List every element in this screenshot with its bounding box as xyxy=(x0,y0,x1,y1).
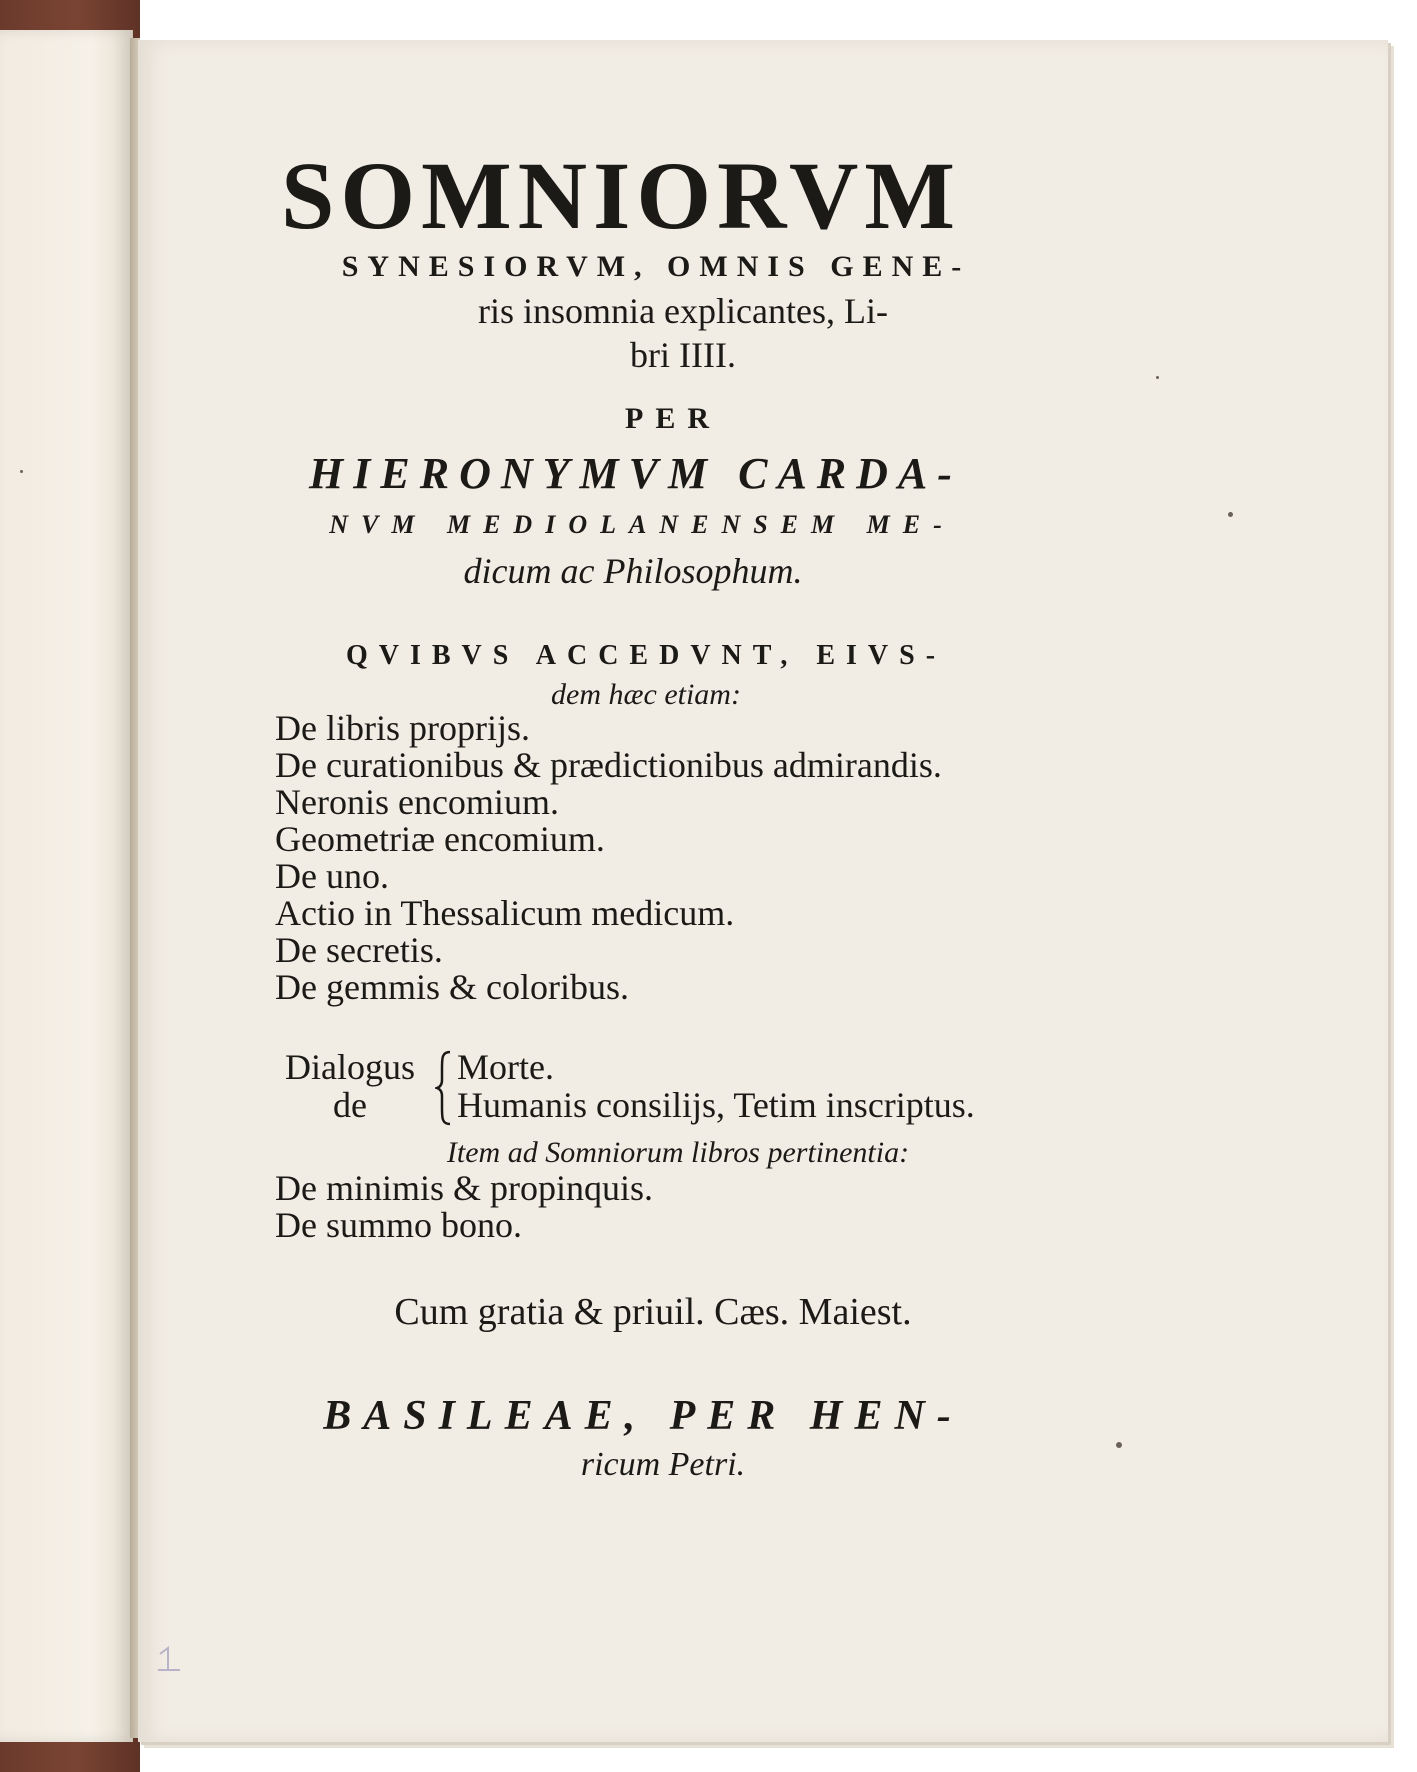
accedunt-line: dem hæc etiam: xyxy=(551,678,741,711)
per-label: PER xyxy=(625,402,721,435)
main-title: SOMNIORVM xyxy=(281,142,961,249)
dialogus-label-line: Dialogus xyxy=(285,1047,415,1087)
contents-list-2 xyxy=(275,1170,995,1244)
title-page xyxy=(138,40,1388,1742)
contents-item: De uno. xyxy=(275,856,389,896)
subtitle-line: bri IIII. xyxy=(630,335,736,375)
contents-item: De gemmis & coloribus. xyxy=(275,967,629,1007)
imprint-line: BASILEAE, PER HEN- xyxy=(323,1393,963,1439)
accedunt-line: QVIBVS ACCEDVNT, EIVS- xyxy=(345,640,947,671)
dialogus-entry xyxy=(275,1048,1075,1128)
item-note: Item ad Somniorum libros pertinentia: xyxy=(446,1136,910,1169)
author-line: NVM MEDIOLANENSEM ME- xyxy=(329,510,955,539)
author-line: HIERONYMVM CARDA- xyxy=(309,449,962,498)
paper-speck xyxy=(1228,512,1233,517)
contents-item: De libris proprijs. xyxy=(275,708,530,748)
contents-item: Actio in Thessalicum medicum. xyxy=(275,893,735,933)
privilege-line: Cum gratia & priuil. Cæs. Maiest. xyxy=(394,1291,912,1333)
paper-speck xyxy=(1156,376,1159,379)
left-page xyxy=(0,30,133,1742)
imprint-line: ricum Petri. xyxy=(580,1446,746,1483)
dialogus-label-line: de xyxy=(333,1085,367,1125)
contents-list xyxy=(275,710,995,1006)
dialogus-option: Morte. xyxy=(457,1047,554,1087)
subtitle-line: SYNESIORVM, OMNIS GENE- xyxy=(341,250,971,283)
contents-item: De secretis. xyxy=(275,930,443,970)
contents-item: De summo bono. xyxy=(275,1205,522,1245)
author-line: dicum ac Philosophum. xyxy=(463,551,803,591)
curly-brace-icon xyxy=(435,1050,453,1126)
dialogus-options xyxy=(457,1048,975,1124)
contents-item: Geometriæ encomium. xyxy=(275,819,605,859)
dialogus-label xyxy=(275,1048,425,1124)
contents-item: De minimis & propinquis. xyxy=(275,1168,653,1208)
subtitle-line: ris insomnia explicantes, Li- xyxy=(478,291,888,331)
paper-speck xyxy=(1116,1442,1122,1448)
contents-item: De curationibus & prædictionibus admirandis. xyxy=(275,745,942,785)
paper-speck xyxy=(20,470,23,473)
pencil-mark-icon xyxy=(154,1644,184,1674)
contents-item: Neronis encomium. xyxy=(275,782,559,822)
dialogus-option: Humanis consilijs, Tetim inscriptus. xyxy=(457,1085,975,1125)
